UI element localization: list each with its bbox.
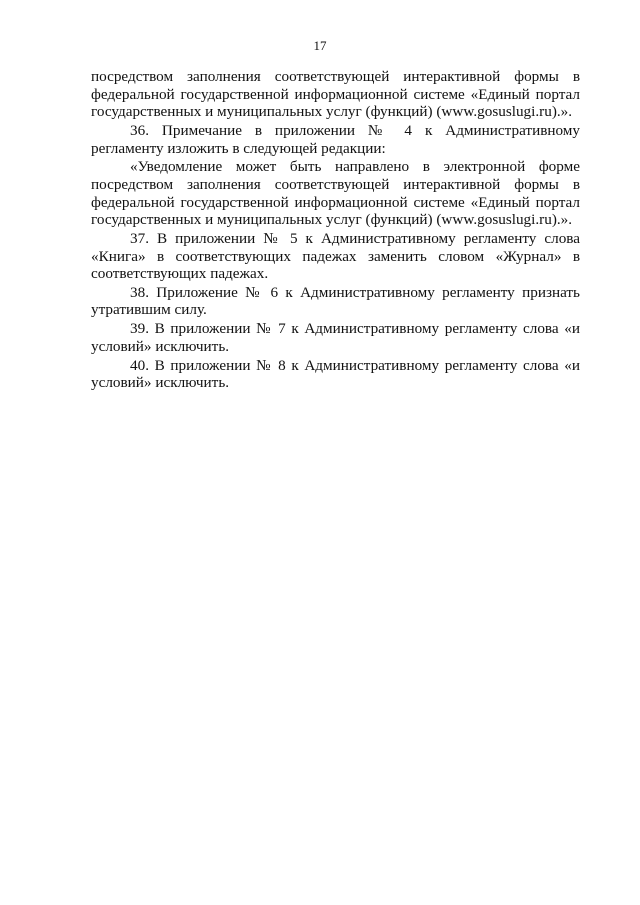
paragraph-notice-quote: «Уведомление может быть направлено в электронной форме посредством заполнения соответствующей интерактивной формы в федеральной государственной информационной системе «Единый портал государственных и муниципальных услуг (функций) (www.gosuslugi.ru).».: [91, 158, 580, 229]
paragraph-continuation: посредством заполнения соответствующей интерактивной формы в федеральной государственной информационной системе «Единый портал государственных и муниципальных услуг (функций) (www.gosuslugi.ru).».: [91, 68, 580, 121]
paragraph-item-40: 40. В приложении № 8 к Административному регламенту слова «и условий» исключить.: [91, 356, 580, 392]
paragraph-item-38: 38. Приложение № 6 к Административному регламенту признать утратившим силу.: [91, 283, 580, 319]
paragraph-item-39: 39. В приложении № 7 к Административному регламенту слова «и условий» исключить.: [91, 320, 580, 355]
paragraph-item-37: 37. В приложении № 5 к Административному регламенту слова «Книга» в соответствующих падежах заменить словом «Журнал» в соответствующих падежах.: [91, 229, 580, 283]
page-number: 17: [313, 38, 327, 53]
document-body: [91, 68, 580, 393]
paragraph-item-36: 36. Примечание в приложении № 4 к Административному регламенту изложить в следующей редакции:: [91, 121, 580, 157]
